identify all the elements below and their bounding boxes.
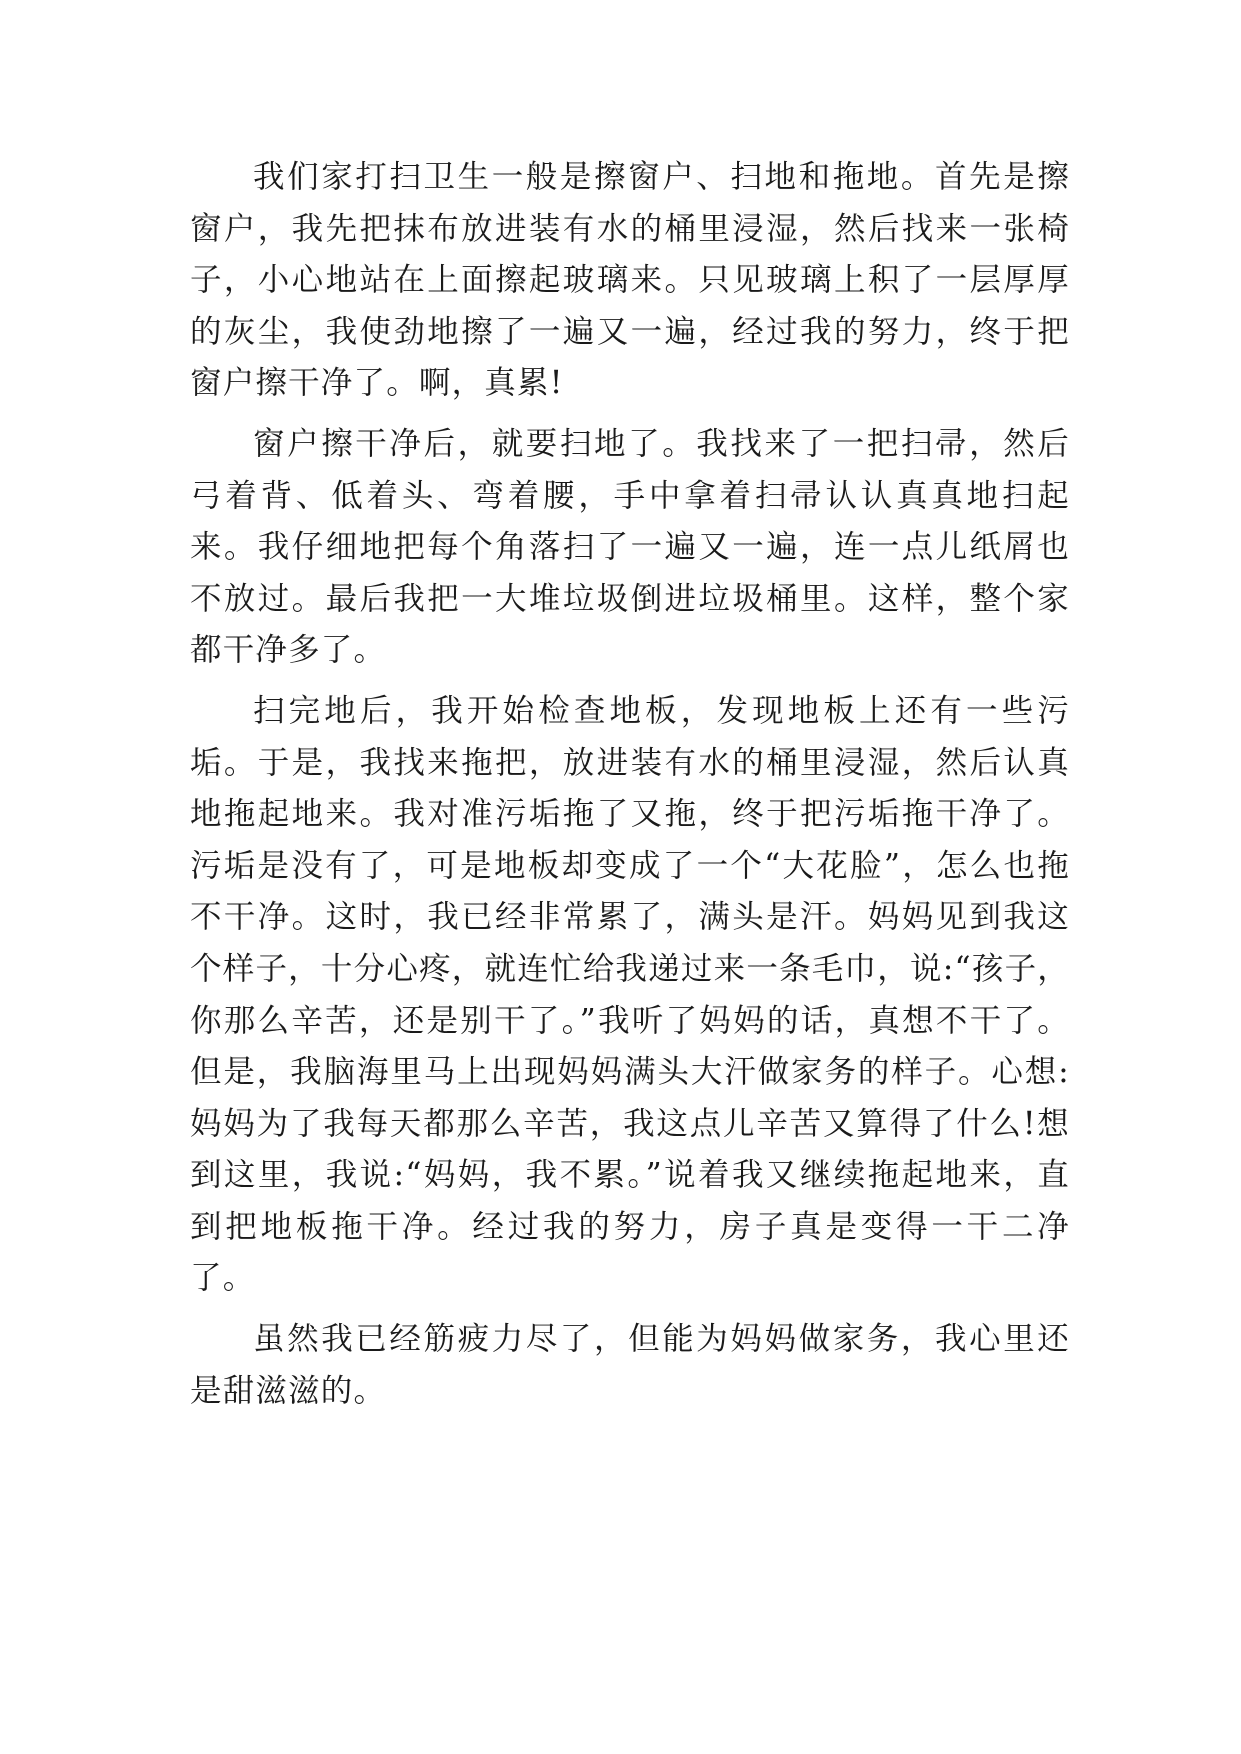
paragraph-conclusion: 虽然我已经筋疲力尽了，但能为妈妈做家务，我心里还是甜滋滋的。 [190,1321,1070,1409]
paragraph-sweeping-floor: 窗户擦干净后，就要扫地了。我找来了一把扫帚，然后弓着背、低着头、弯着腰，手中拿着扫帚认认真真地扫起来。我仔细地把每个角落扫了一遍又一遍，连一点儿纸屑也不放过。最后我把一大堆垃圾倒进垃圾桶里。这样，整个家都干净多了。 [190,425,1070,669]
paragraph-cleaning-windows: 我们家打扫卫生一般是擦窗户、扫地和拖地。首先是擦窗户，我先把抹布放进装有水的桶里浸湿，然后找来一张椅子，小心地站在上面擦起玻璃来。只见玻璃上积了一层厚厚的灰尘，我使劲地擦了一遍又一遍，经过我的努力，终于把窗户擦干净了。啊，真累! [190,159,1070,402]
essay-body [190,152,1070,1426]
paragraph-mopping-floor: 扫完地后，我开始检查地板，发现地板上还有一些污垢。于是，我找来拖把，放进装有水的桶里浸湿，然后认真地拖起地来。我对准污垢拖了又拖，终于把污垢拖干净了。污垢是没有了，可是地板却变成了一个“大花脸”，怎么也拖不干净。这时，我已经非常累了，满头是汗。妈妈见到我这个样子，十分心疼，就连忙给我递过来一条毛巾，说:“孩子，你那么辛苦，还是别干了。”我听了妈妈的话，真想不干了。但是，我脑海里马上出现妈妈满头大汗做家务的样子。心想:妈妈为了我每天都那么辛苦，我这点儿辛苦又算得了什么!想到这里，我说:“妈妈，我不累。”说着我又继续拖起地来，直到把地板拖干净。经过我的努力，房子真是变得一干二净了。 [190,692,1070,1297]
